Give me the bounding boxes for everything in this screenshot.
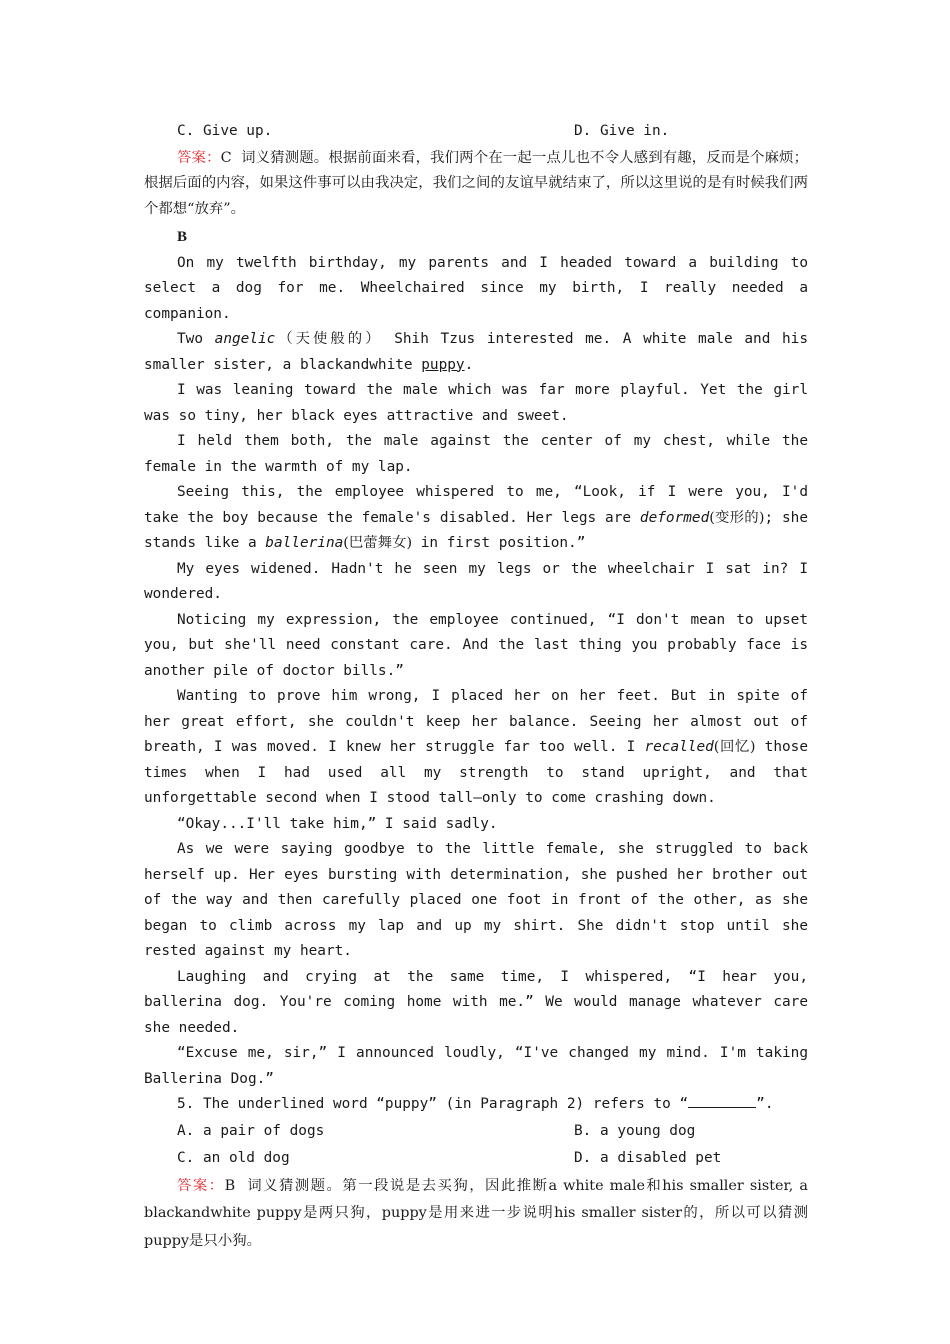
gloss-word: angelic [214, 331, 276, 347]
gloss-word: deformed [639, 509, 710, 526]
document-page [144, 118, 808, 1255]
answer-explanation: 词义猜测题。根据前面来看，我们两个在一起一点儿也不令人感到有趣，反而是个麻烦；根据后面的内容，如果这件事可以由我决定，我们之间的友谊早就结束了，所以这里说的是有时候我们两个都想“放弃”。 [144, 149, 808, 217]
paragraph-8: Wanting to prove him wrong, I placed her on her feet. But in spite of her great effort, she couldn't keep her balance. Seeing her almost out of breath, I was moved. I knew her struggle far too well. I recalled(回忆) those times when I had used all my strength to stand upright, and that unforgettable second when I stood tall—only to come crashing down. [144, 688, 809, 806]
q5-options-row-2 [144, 1145, 808, 1173]
q5-answer [144, 1173, 808, 1256]
q5-options-row-1 [144, 1118, 808, 1146]
q5-stem: 5. The underlined word “puppy” (in Paragraph 2) refers to “ ”. [144, 1092, 808, 1118]
answer-explanation: 词义猜测题。第一段说是去买狗，因此推断a white male和his smaller sister, a blackandwhite puppy是两只狗，puppy是用来进一步说明his smaller sister的，所以可以猜测puppy是只小狗。 [144, 1177, 808, 1249]
answer-label: 答案： [177, 149, 221, 166]
gloss-translation: (变形的) [709, 509, 765, 526]
answer-label: 答案： [177, 1177, 225, 1194]
gloss-word: ballerina [265, 535, 344, 551]
paragraph-12: “Excuse me, sir,” I announced loudly, “I've changed my mind. I'm taking Ballerina Dog.” [144, 1045, 808, 1087]
q4-answer [144, 146, 808, 223]
paragraph-11: Laughing and crying at the same time, I whispered, “I hear you, ballerina dog. You're coming home with me.” We would manage whatever care she needed. [144, 968, 808, 1036]
q4-option-d: D. Give in. [574, 123, 670, 139]
paragraph-7: Noticing my expression, the employee continued, “I don't mean to upset you, but she'll need constant care. And the last thing you probably face is another pile of doctor bills.” [144, 611, 808, 679]
q5-option-c: C. an old dog [177, 1150, 290, 1166]
q5-option-a: A. a pair of dogs [177, 1122, 325, 1139]
gloss-translation: (巴蕾舞女) [343, 535, 413, 551]
underlined-word-puppy: puppy [421, 356, 465, 373]
paragraph-6: My eyes widened. Hadn't he seen my legs or the wheelchair I sat in? I wondered. [144, 560, 808, 602]
paragraph-10: As we were saying goodbye to the little female, she struggled to back herself up. Her eyes bursting with determination, she pushed her brother out of the way and then carefully placed one foot in front of the other, as she began to climb across my lap and up my shirt. She didn't stop until she rested against my heart. [144, 841, 808, 959]
answer-key: B [224, 1177, 236, 1194]
q5-option-b: B. a young dog [574, 1122, 696, 1139]
paragraph-4: I held them both, the male against the center of my chest, while the female in the warmth of my lap. [144, 433, 808, 475]
paragraph-1: On my twelfth birthday, my parents and I headed toward a building to select a dog for me. Wheelchaired since my birth, I really needed a companion. [144, 254, 808, 322]
paragraph-2: Two angelic（天使般的） Shih Tzus interested me. A white male and his smaller sister, a blackandwhite puppy. [144, 331, 809, 373]
paragraph-3: I was leaning toward the male which was far more playful. Yet the girl was so tiny, her black eyes attractive and sweet. [144, 382, 808, 424]
gloss-translation: (回忆) [713, 739, 756, 755]
gloss-word: recalled [644, 739, 714, 755]
paragraph-5: Seeing this, the employee whispered to me, “Look, if I were you, I'd take the boy because the female's disabled. Her legs are deformed(变形的); she stands like a ballerina(巴蕾舞女) in first position.” [144, 484, 808, 551]
answer-key: C [220, 149, 232, 166]
q5-option-d: D. a disabled pet [574, 1150, 722, 1166]
section-heading: B [177, 229, 188, 245]
gloss-translation: （天使般的） [275, 331, 383, 347]
q4-options-row [144, 118, 808, 146]
paragraph-9: “Okay...I'll take him,” I said sadly. [177, 815, 498, 832]
answer-blank [688, 1093, 756, 1108]
q4-option-c: C. Give up. [177, 123, 273, 139]
